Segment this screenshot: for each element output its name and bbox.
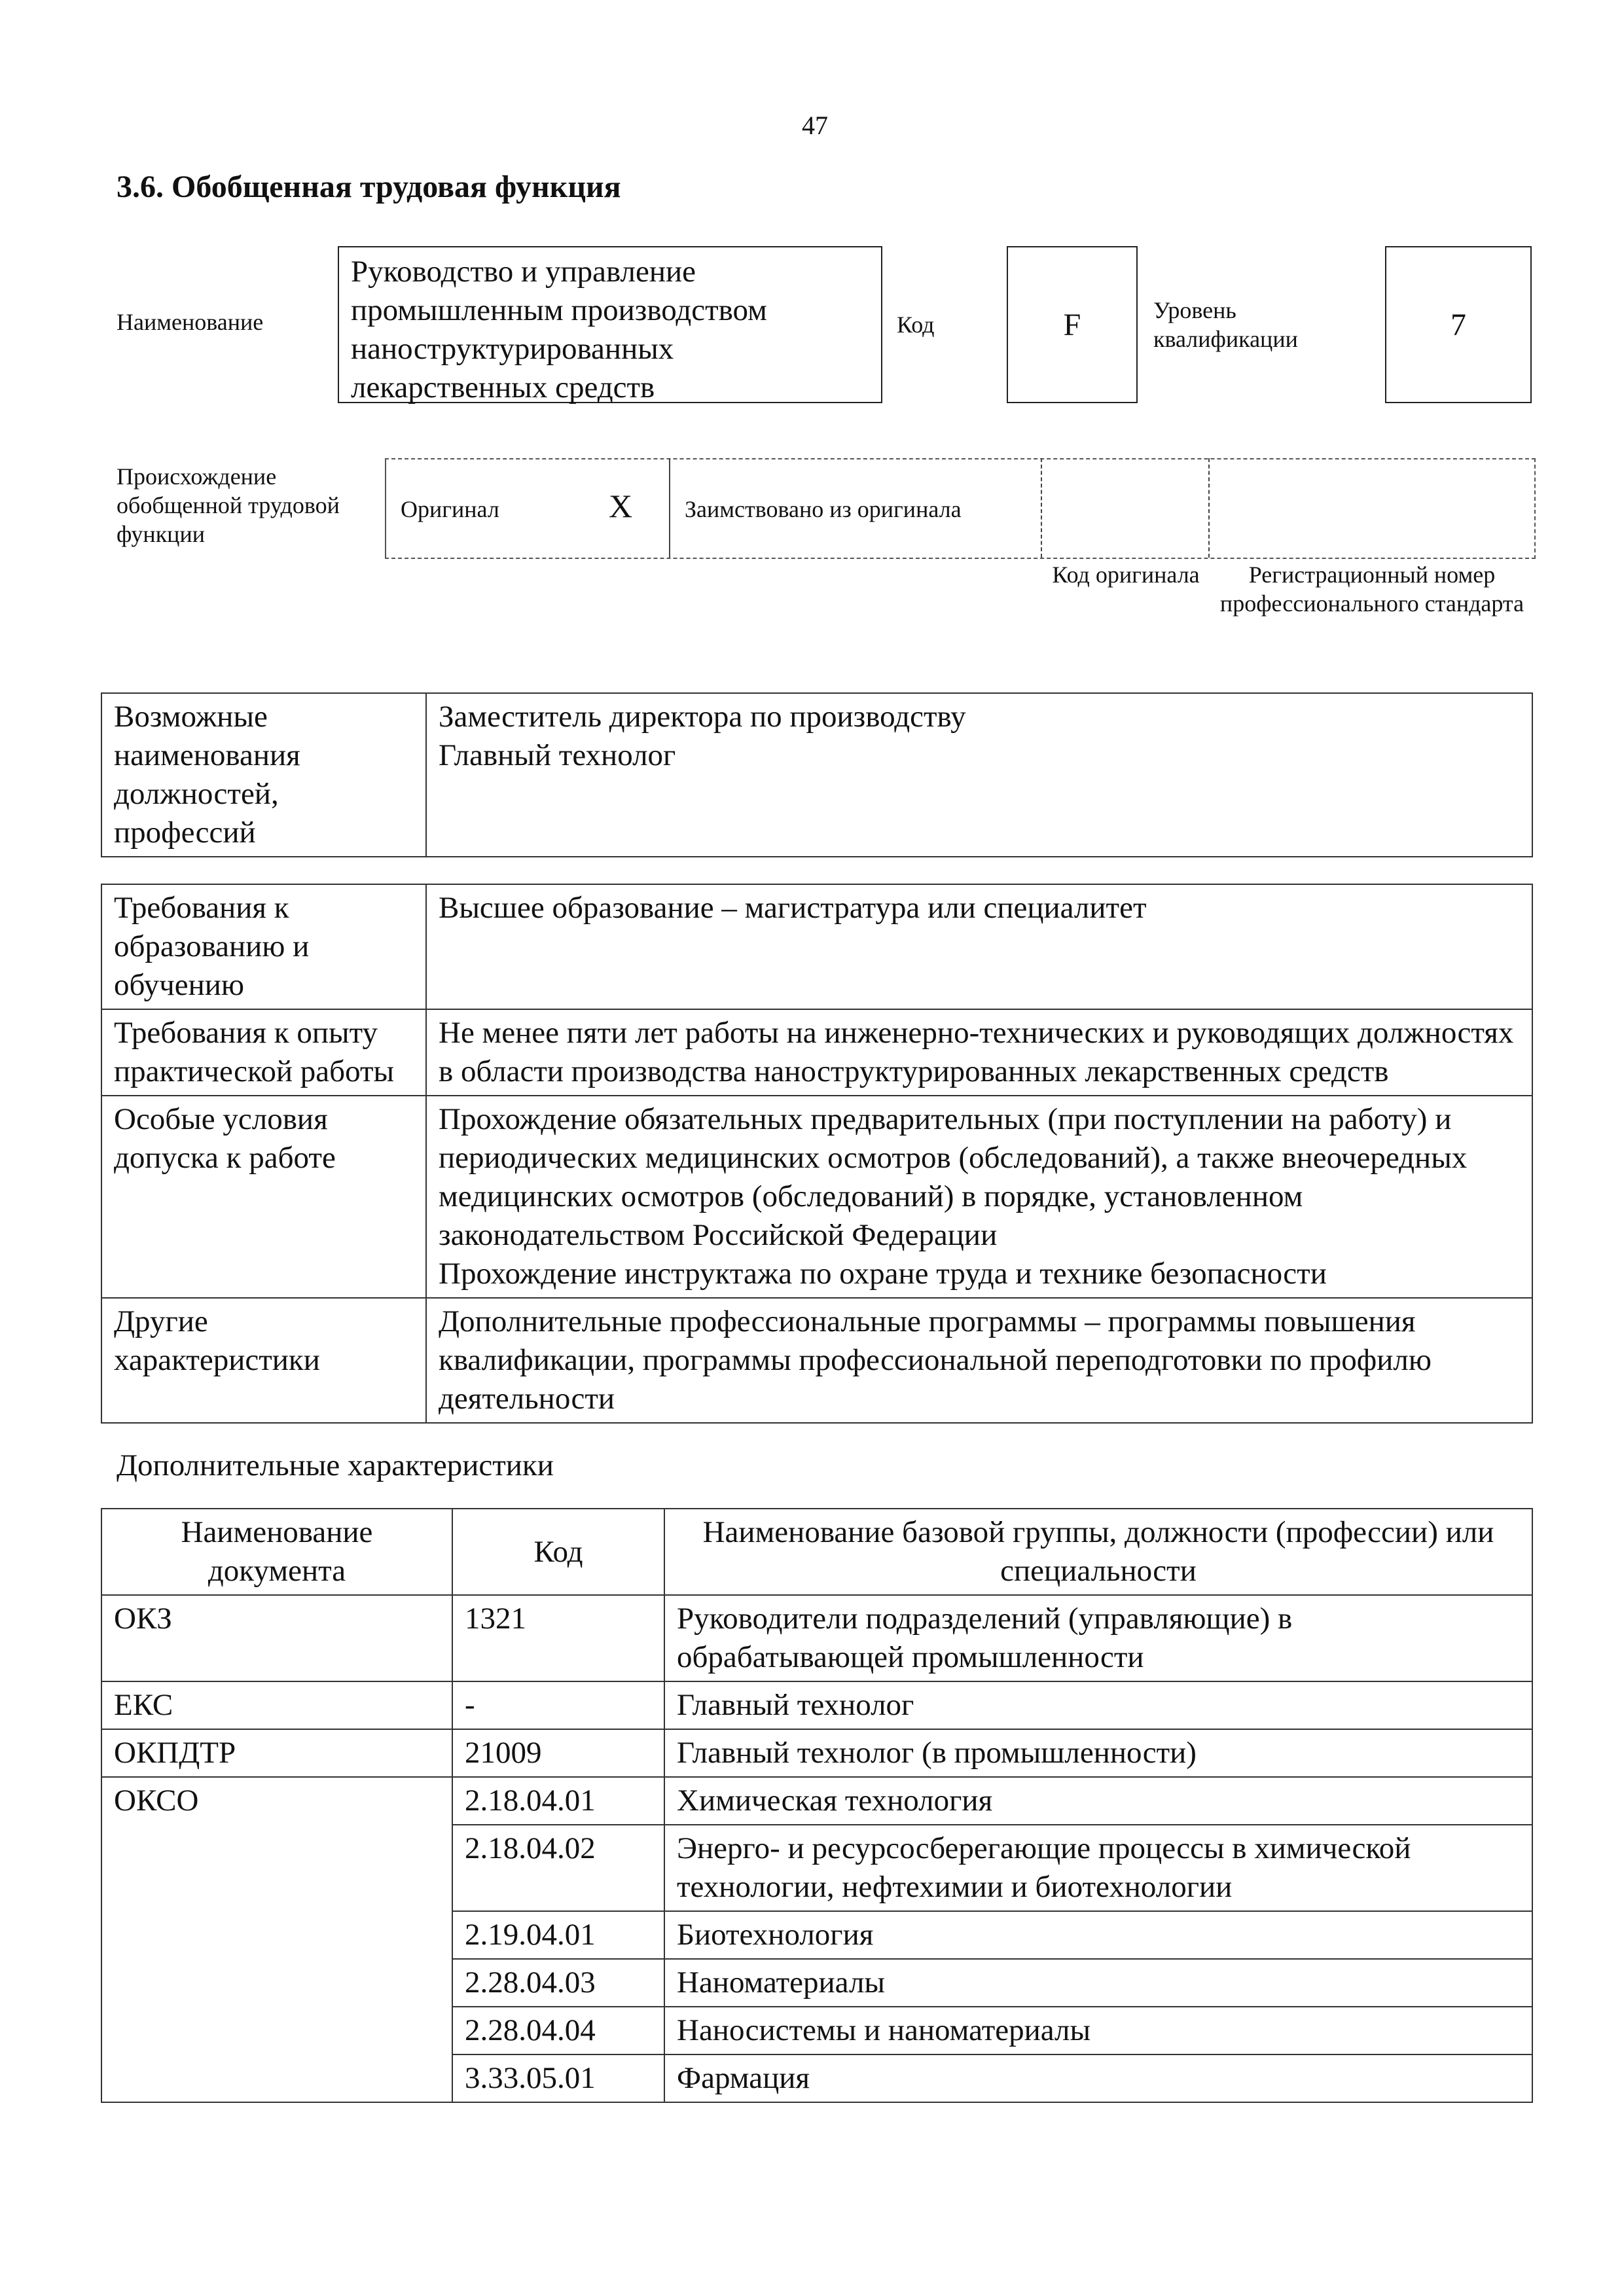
column-header: Наименование базовой группы, должности (профессии) или специальности	[664, 1509, 1532, 1595]
additional-title: Дополнительные характеристики	[117, 1448, 554, 1482]
code-original-caption: Код оригинала	[1052, 562, 1200, 588]
requirement-label: Особые условия допуска к работе	[101, 1096, 426, 1298]
original-label: Оригинал	[401, 496, 499, 522]
name-cell: Руководители подразделений (управляющие) в обрабатывающей промышленности	[664, 1595, 1532, 1681]
code-cell: 2.19.04.01	[452, 1911, 664, 1959]
code-box	[1007, 246, 1138, 403]
positions-label: Возможные наименования должностей, профессий	[101, 693, 426, 857]
function-name-value: Руководство и управление промышленным производством наноструктурированных лекарственных средств	[351, 255, 767, 404]
name-cell: Химическая технология	[664, 1777, 1532, 1825]
reg-number-caption: Регистрационный номер профессионального стандарта	[1219, 562, 1524, 617]
name-cell: Главный технолог	[664, 1681, 1532, 1729]
code-cell: 21009	[452, 1729, 664, 1777]
code-value: F	[1063, 307, 1081, 342]
additional-table	[101, 1508, 1533, 2103]
origin-divider-1	[669, 458, 670, 558]
function-name-box	[338, 246, 882, 403]
requirements-table	[101, 884, 1533, 1424]
section-title: 3.6. Обобщенная трудовая функция	[117, 170, 621, 204]
name-cell: Наноматериалы	[664, 1959, 1532, 2007]
origin-divider-3	[1208, 458, 1210, 558]
page-number: 47	[802, 111, 828, 140]
table-row	[101, 884, 1532, 1009]
position-item: Заместитель директора по производству	[439, 700, 966, 734]
table-row	[101, 1595, 1532, 1681]
positions-table	[101, 692, 1533, 857]
column-header: Наименование документа	[101, 1509, 452, 1595]
requirement-label: Требования к образованию и обучению	[101, 884, 426, 1009]
doc-cell: ЕКС	[101, 1681, 452, 1729]
level-label: Уровень квалификации	[1153, 297, 1298, 352]
column-header: Код	[452, 1509, 664, 1595]
requirement-value: Высшее образование – магистратура или специалитет	[426, 884, 1532, 1009]
positions-row	[101, 693, 1532, 857]
table-row	[101, 1729, 1532, 1777]
borrowed-label: Заимствовано из оригинала	[685, 496, 962, 522]
code-cell: -	[452, 1681, 664, 1729]
code-cell: 1321	[452, 1595, 664, 1681]
table-row	[101, 1009, 1532, 1096]
requirement-label: Требования к опыту практической работы	[101, 1009, 426, 1096]
requirement-value: Не менее пяти лет работы на инженерно-технических и руководящих должностях в области производства наноструктурированных лекарственных средств	[426, 1009, 1532, 1096]
doc-cell: ОКЗ	[101, 1595, 452, 1681]
table-row	[101, 1777, 1532, 1825]
code-cell: 2.18.04.02	[452, 1825, 664, 1911]
requirement-label: Другие характеристики	[101, 1298, 426, 1423]
table-header-row	[101, 1509, 1532, 1595]
name-label: Наименование	[117, 309, 264, 335]
level-value: 7	[1451, 307, 1466, 342]
level-box	[1385, 246, 1532, 403]
requirement-value-line: Прохождение инструктажа по охране труда и технике безопасности	[439, 1257, 1327, 1291]
table-row	[101, 1681, 1532, 1729]
requirement-value	[426, 1096, 1532, 1298]
code-cell: 2.28.04.03	[452, 1959, 664, 2007]
code-cell: 3.33.05.01	[452, 2054, 664, 2102]
positions-values	[426, 693, 1532, 857]
table-row	[101, 1298, 1532, 1423]
code-cell: 2.18.04.01	[452, 1777, 664, 1825]
code-label: Код	[897, 312, 935, 338]
doc-cell: ОКПДТР	[101, 1729, 452, 1777]
table-row	[101, 1096, 1532, 1298]
position-item: Главный технолог	[439, 738, 676, 772]
name-cell: Наносистемы и наноматериалы	[664, 2007, 1532, 2054]
original-mark: X	[609, 488, 633, 524]
requirement-value-line: Прохождение обязательных предварительных (при поступлении на работу) и периодических медицинских осмотров (обследований), а также внеочередных медицинских осмотров (обследований) в порядке, установленном законодательством Российской Федерации	[439, 1102, 1468, 1252]
name-cell: Главный технолог (в промышленности)	[664, 1729, 1532, 1777]
origin-label: Происхождение обобщенной трудовой функции	[117, 463, 340, 547]
code-cell: 2.28.04.04	[452, 2007, 664, 2054]
name-cell: Энерго- и ресурсосберегающие процессы в химической технологии, нефтехимии и биотехнологии	[664, 1825, 1532, 1911]
name-cell: Фармация	[664, 2054, 1532, 2102]
requirement-value: Дополнительные профессиональные программы – программы повышения квалификации, программы профессиональной переподготовки по профилю деятельности	[426, 1298, 1532, 1423]
doc-cell: ОКСО	[101, 1777, 452, 2102]
name-cell: Биотехнология	[664, 1911, 1532, 1959]
origin-divider-2	[1041, 458, 1042, 558]
